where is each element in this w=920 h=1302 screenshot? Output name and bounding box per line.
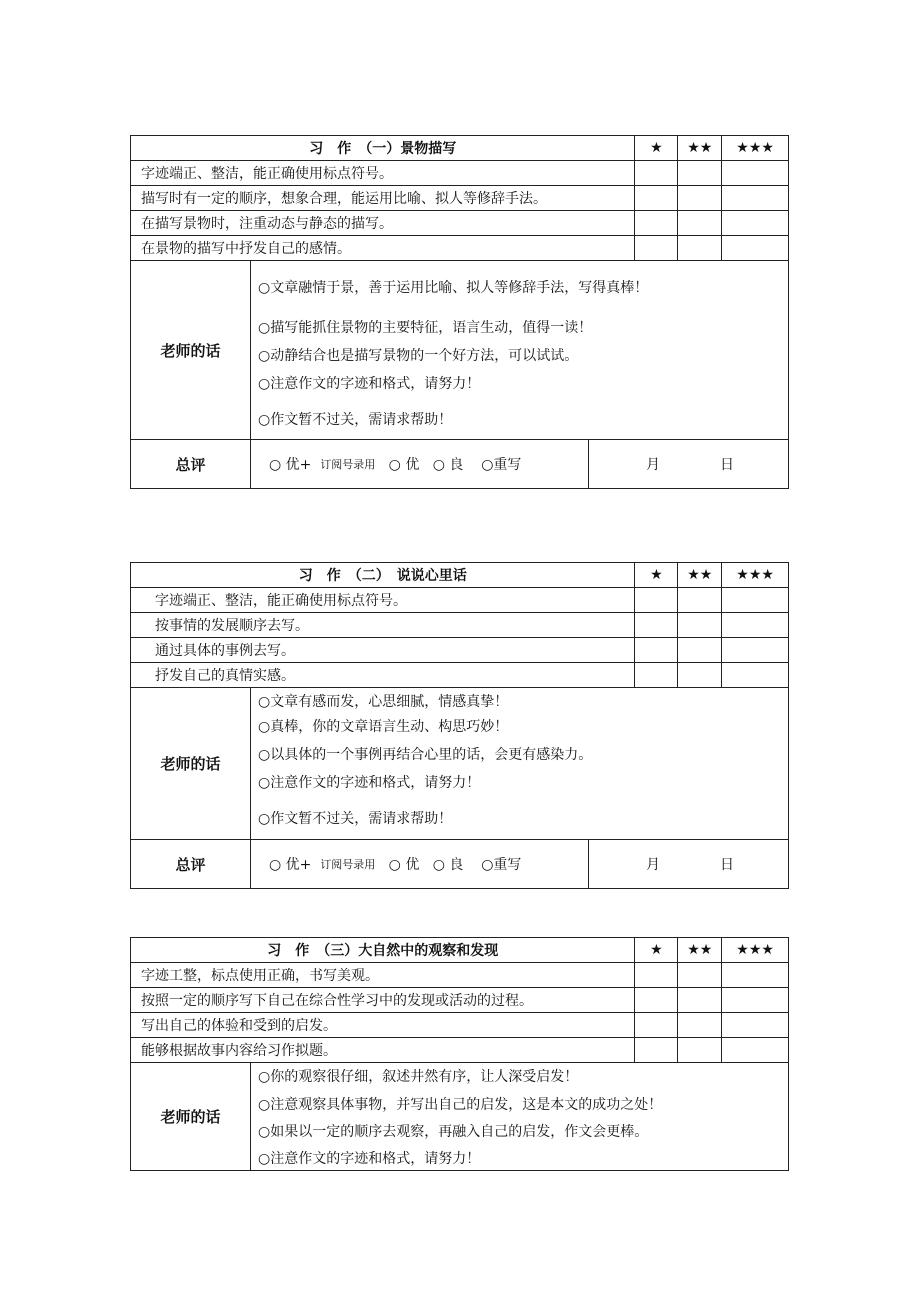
three-star-cell[interactable] [722,1038,788,1062]
criterion-row [131,588,788,613]
one-star-cell[interactable] [635,186,678,210]
three-star-header: ★★★ [736,942,774,958]
summary-label: 总评 [131,840,251,888]
summary-options [251,840,589,888]
summary-options [251,440,589,488]
sheet-title: 习 作 （三）大自然中的观察和发现 [131,938,635,962]
two-star-cell[interactable] [678,1038,722,1062]
one-star-cell[interactable] [635,1038,678,1062]
header-row [131,563,788,588]
grade-excellent-plus-option[interactable]: ○ 优+ [269,457,312,473]
two-star-cell[interactable] [678,638,722,662]
comment-option[interactable]: ○以具体的一个事例再结合心里的话，会更有感染力。 [258,747,593,763]
teacher-comment-label: 老师的话 [131,688,251,839]
criterion-text: 写出自己的体验和受到的启发。 [131,1013,635,1037]
criterion-text: 在描写景物时，注重动态与静态的描写。 [131,211,635,235]
criterion-row [131,161,788,186]
summary-row [131,440,788,488]
two-star-cell[interactable] [678,663,722,687]
three-star-cell[interactable] [722,236,788,260]
comment-option[interactable]: ○文章融情于景，善于运用比喻、拟人等修辞手法，写得真棒！ [258,280,649,296]
one-star-cell[interactable] [635,161,678,185]
three-star-cell[interactable] [722,186,788,210]
one-star-cell[interactable] [635,236,678,260]
header-row [131,938,788,963]
two-star-cell[interactable] [678,161,722,185]
sheet-title: 习 作 （一）景物描写 [131,136,635,160]
criterion-row [131,963,788,988]
one-star-cell[interactable] [635,211,678,235]
one-star-cell[interactable] [635,663,678,687]
criterion-text: 抒发自己的真情实感。 [131,663,635,687]
two-star-cell[interactable] [678,588,722,612]
criterion-text: 在景物的描写中抒发自己的感情。 [131,236,635,260]
comment-option[interactable]: ○作文暂不过关，需请求帮助！ [258,811,453,827]
criterion-row [131,236,788,261]
grade-rewrite-option[interactable]: ○重写 [481,457,522,473]
criterion-text: 通过具体的事例去写。 [131,638,635,662]
summary-row [131,840,788,888]
criterion-text: 字迹工整，标点使用正确，书写美观。 [131,963,635,987]
criterion-row [131,663,788,688]
teacher-comment-row [131,261,788,440]
teacher-comment-options [251,688,788,839]
two-star-cell[interactable] [678,236,722,260]
summary-label: 总评 [131,440,251,488]
three-star-cell[interactable] [722,963,788,987]
day-label: 日 [720,457,734,473]
teacher-comment-row [131,1063,788,1170]
criterion-text: 字迹端正、整洁，能正确使用标点符号。 [131,161,635,185]
grade-good-option[interactable]: ○ 良 [432,857,464,873]
one-star-cell[interactable] [635,638,678,662]
grade-excellent-plus-option[interactable]: ○ 优+ [269,857,312,873]
criterion-text: 按照一定的顺序写下自己在综合性学习中的发现或活动的过程。 [131,988,635,1012]
grade-good-option[interactable]: ○ 良 [432,457,464,473]
grade-excellent-option[interactable]: ○ 优 [388,457,420,473]
teacher-comment-options [251,1063,788,1170]
three-star-header: ★★★ [736,140,774,156]
three-star-cell[interactable] [722,211,788,235]
criterion-row [131,1038,788,1063]
one-star-cell[interactable] [635,1013,678,1037]
evaluation-sheet-1 [130,135,789,489]
two-star-header: ★★ [678,136,722,160]
two-star-cell[interactable] [678,1013,722,1037]
comment-option[interactable]: ○描写能抓住景物的主要特征，语言生动，值得一读！ [258,320,593,336]
three-star-cell[interactable] [722,613,788,637]
three-star-cell[interactable] [722,988,788,1012]
criterion-row [131,638,788,663]
one-star-cell[interactable] [635,963,678,987]
comment-option[interactable]: ○注意观察具体事物，并写出自己的启发，这是本文的成功之处！ [258,1097,663,1113]
month-label: 月 [646,457,660,473]
criterion-row [131,1013,788,1038]
criterion-text: 按事情的发展顺序去写。 [131,613,635,637]
comment-option[interactable]: ○真棒，你的文章语言生动、构思巧妙！ [258,719,509,735]
date-cell[interactable] [589,840,788,888]
date-cell[interactable] [589,440,788,488]
evaluation-sheet-3 [130,937,789,1171]
teacher-comment-options [251,261,788,439]
grade-excellent-option[interactable]: ○ 优 [388,857,420,873]
header-row [131,136,788,161]
month-label: 月 [646,857,660,873]
comment-option[interactable]: ○注意作文的字迹和格式，请努力！ [258,1151,481,1167]
one-star-cell[interactable] [635,613,678,637]
sheet-title: 习 作 （二） 说说心里话 [131,563,635,587]
criterion-row [131,988,788,1013]
three-star-header: ★★★ [736,567,774,583]
two-star-header: ★★ [678,938,722,962]
criterion-row [131,186,788,211]
three-star-cell[interactable] [722,663,788,687]
evaluation-sheet-2 [130,562,789,889]
comment-option[interactable]: ○注意作文的字迹和格式，请努力！ [258,376,481,392]
one-star-cell[interactable] [635,588,678,612]
teacher-comment-label: 老师的话 [131,1063,251,1170]
one-star-cell[interactable] [635,988,678,1012]
criterion-text: 能够根据故事内容给习作拟题。 [131,1038,635,1062]
two-star-header: ★★ [678,563,722,587]
one-star-header: ★ [635,938,678,962]
criterion-text: 字迹端正、整洁，能正确使用标点符号。 [131,588,635,612]
two-star-cell[interactable] [678,186,722,210]
two-star-cell[interactable] [678,963,722,987]
two-star-cell[interactable] [678,613,722,637]
three-star-cell[interactable] [722,1013,788,1037]
three-star-cell[interactable] [722,161,788,185]
day-label: 日 [720,857,734,873]
grade-rewrite-option[interactable]: ○重写 [481,857,522,873]
comment-option[interactable]: ○作文暂不过关，需请求帮助！ [258,412,453,428]
comment-option[interactable]: ○文章有感而发，心思细腻，情感真挚！ [258,694,509,710]
one-star-header: ★ [635,563,678,587]
subscription-note: 订阅号录用 [320,858,376,871]
comment-option[interactable]: ○你的观察很仔细，叙述井然有序，让人深受启发！ [258,1069,579,1085]
comment-option[interactable]: ○注意作文的字迹和格式，请努力！ [258,775,481,791]
criterion-row [131,613,788,638]
two-star-cell[interactable] [678,988,722,1012]
three-star-cell[interactable] [722,638,788,662]
three-star-cell[interactable] [722,588,788,612]
criterion-row [131,211,788,236]
teacher-comment-label: 老师的话 [131,261,251,439]
subscription-note: 订阅号录用 [320,458,376,471]
one-star-header: ★ [635,136,678,160]
two-star-cell[interactable] [678,211,722,235]
comment-option[interactable]: ○动静结合也是描写景物的一个好方法，可以试试。 [258,348,579,364]
criterion-text: 描写时有一定的顺序，想象合理，能运用比喻、拟人等修辞手法。 [131,186,635,210]
comment-option[interactable]: ○如果以一定的顺序去观察，再融入自己的启发，作文会更棒。 [258,1124,649,1140]
teacher-comment-row [131,688,788,840]
